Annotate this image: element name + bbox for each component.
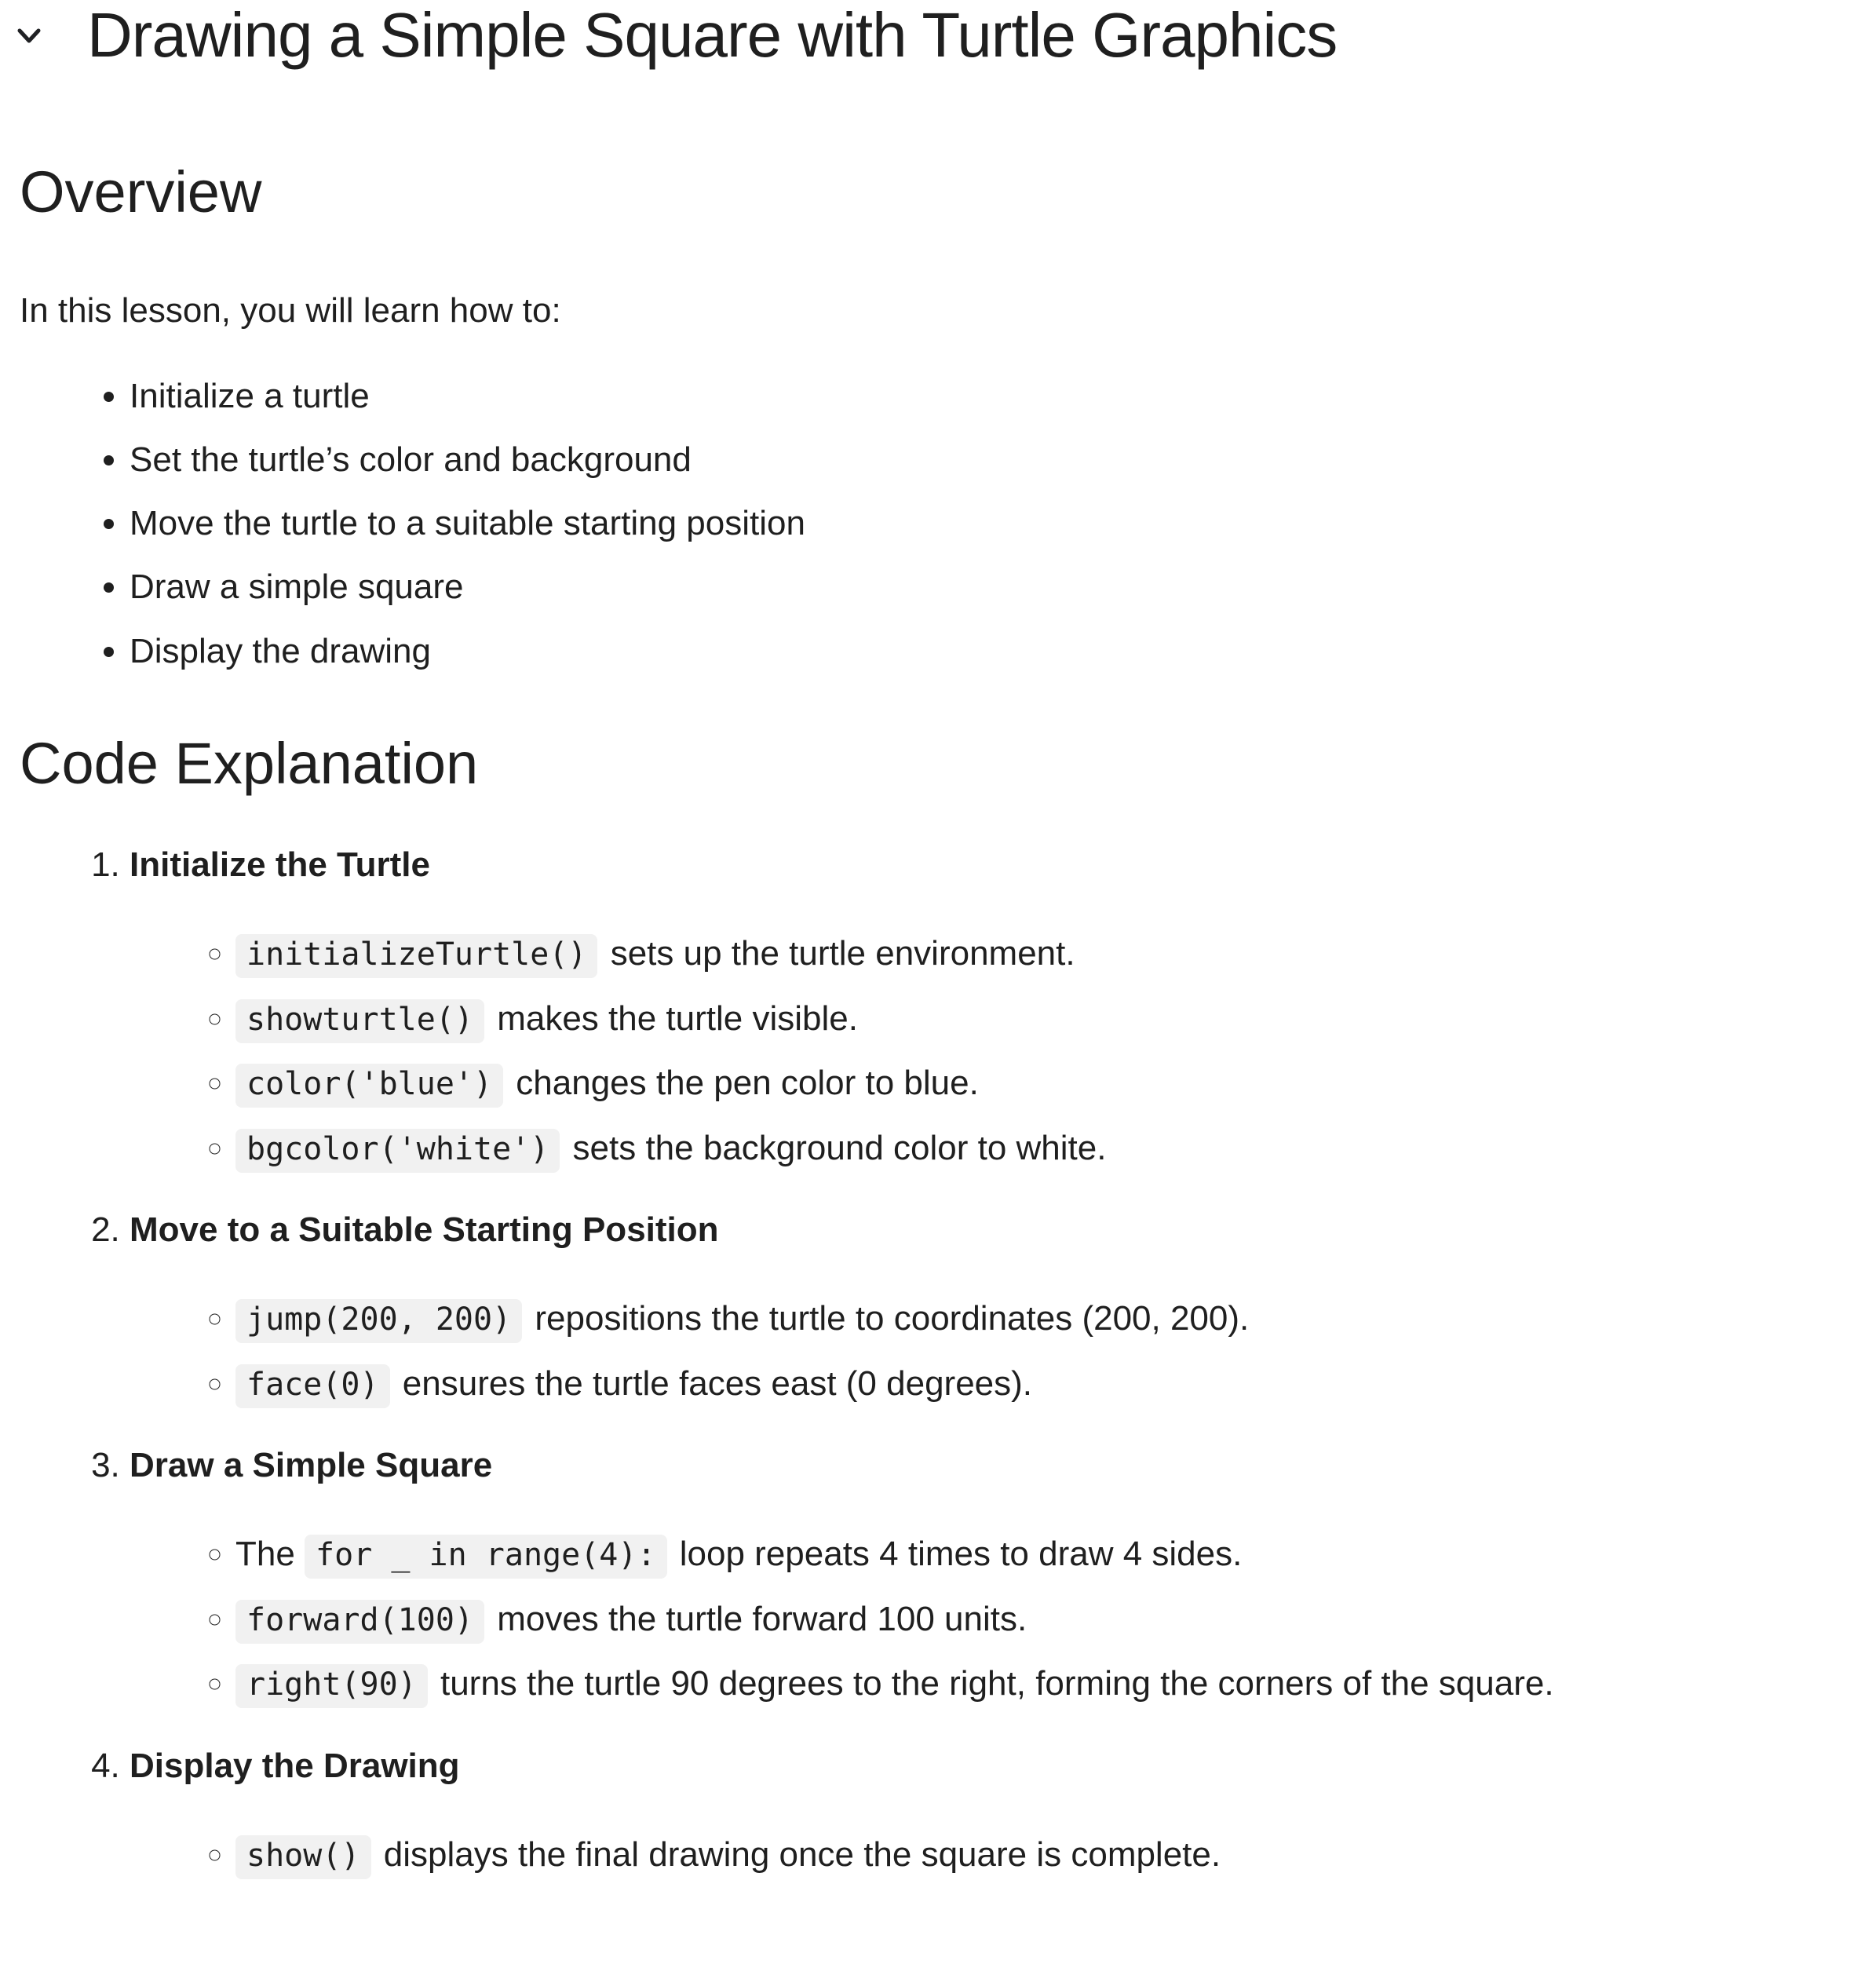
code-chip: for _ in range(4): <box>305 1535 666 1579</box>
detail-post-text: repositions the turtle to coordinates (200, 200). <box>525 1299 1250 1338</box>
step-item <box>130 842 1868 1173</box>
detail-post-text: sets up the turtle environment. <box>600 934 1075 973</box>
step-detail-item <box>235 929 1868 978</box>
section-header <box>12 0 1868 71</box>
code-chip: showturtle() <box>235 999 484 1043</box>
detail-pre-text: The <box>235 1535 305 1574</box>
chevron-down-icon <box>12 19 46 53</box>
step-detail-item <box>235 1124 1868 1173</box>
code-chip: forward(100) <box>235 1600 484 1644</box>
step-detail-list <box>130 1530 1868 1708</box>
step-detail-list <box>130 1831 1868 1879</box>
step-title: Display the Drawing <box>130 1746 460 1785</box>
step-detail-item <box>235 1530 1868 1579</box>
step-title: Draw a Simple Square <box>130 1446 493 1485</box>
step-title: Move to a Suitable Starting Position <box>130 1210 719 1249</box>
page-title: Drawing a Simple Square with Turtle Graphics <box>87 0 1338 70</box>
collapse-toggle[interactable] <box>12 19 46 53</box>
detail-post-text: turns the turtle 90 degrees to the right, forming the corners of the square. <box>430 1664 1554 1703</box>
code-chip: color('blue') <box>235 1064 503 1108</box>
detail-post-text: moves the turtle forward 100 units. <box>487 1599 1027 1638</box>
detail-post-text: sets the background color to white. <box>563 1128 1107 1167</box>
overview-list-item: • Move the turtle to a suitable starting position <box>130 501 1868 546</box>
step-detail-item <box>235 1595 1868 1644</box>
detail-post-text: ensures the turtle faces east (0 degrees). <box>392 1364 1033 1403</box>
detail-post-text: makes the turtle visible. <box>487 998 858 1038</box>
step-detail-list <box>130 1294 1868 1408</box>
step-detail-item <box>235 1659 1868 1708</box>
detail-post-text: loop repeats 4 times to draw 4 sides. <box>670 1535 1243 1574</box>
steps-list <box>20 842 1868 1879</box>
code-chip: initializeTurtle() <box>235 934 597 978</box>
step-detail-item <box>235 1831 1868 1879</box>
overview-heading: Overview <box>20 159 262 225</box>
code-chip: face(0) <box>235 1364 390 1408</box>
step-item <box>130 1743 1868 1880</box>
overview-intro: In this lesson, you will learn how to: <box>20 290 561 330</box>
detail-post-text: displays the final drawing once the square is complete. <box>374 1834 1221 1874</box>
step-detail-item <box>235 995 1868 1043</box>
step-title: Initialize the Turtle <box>130 845 431 884</box>
code-chip: right(90) <box>235 1664 428 1708</box>
step-item <box>130 1443 1868 1709</box>
step-item <box>130 1207 1868 1408</box>
step-detail-item <box>235 1294 1868 1343</box>
step-detail-list <box>130 929 1868 1173</box>
code-chip: jump(200, 200) <box>235 1299 522 1343</box>
overview-list-item: • Set the turtle’s color and background <box>130 437 1868 482</box>
step-detail-item <box>235 1360 1868 1408</box>
code-chip: bgcolor('white') <box>235 1129 560 1173</box>
overview-list <box>20 374 1868 674</box>
code-explanation-heading: Code Explanation <box>20 730 479 796</box>
overview-list-item: • Draw a simple square <box>130 564 1868 609</box>
overview-list-item: • Display the drawing <box>130 629 1868 674</box>
code-chip: show() <box>235 1835 371 1879</box>
detail-post-text: changes the pen color to blue. <box>506 1064 979 1103</box>
step-detail-item <box>235 1059 1868 1108</box>
overview-list-item: • Initialize a turtle <box>130 374 1868 418</box>
